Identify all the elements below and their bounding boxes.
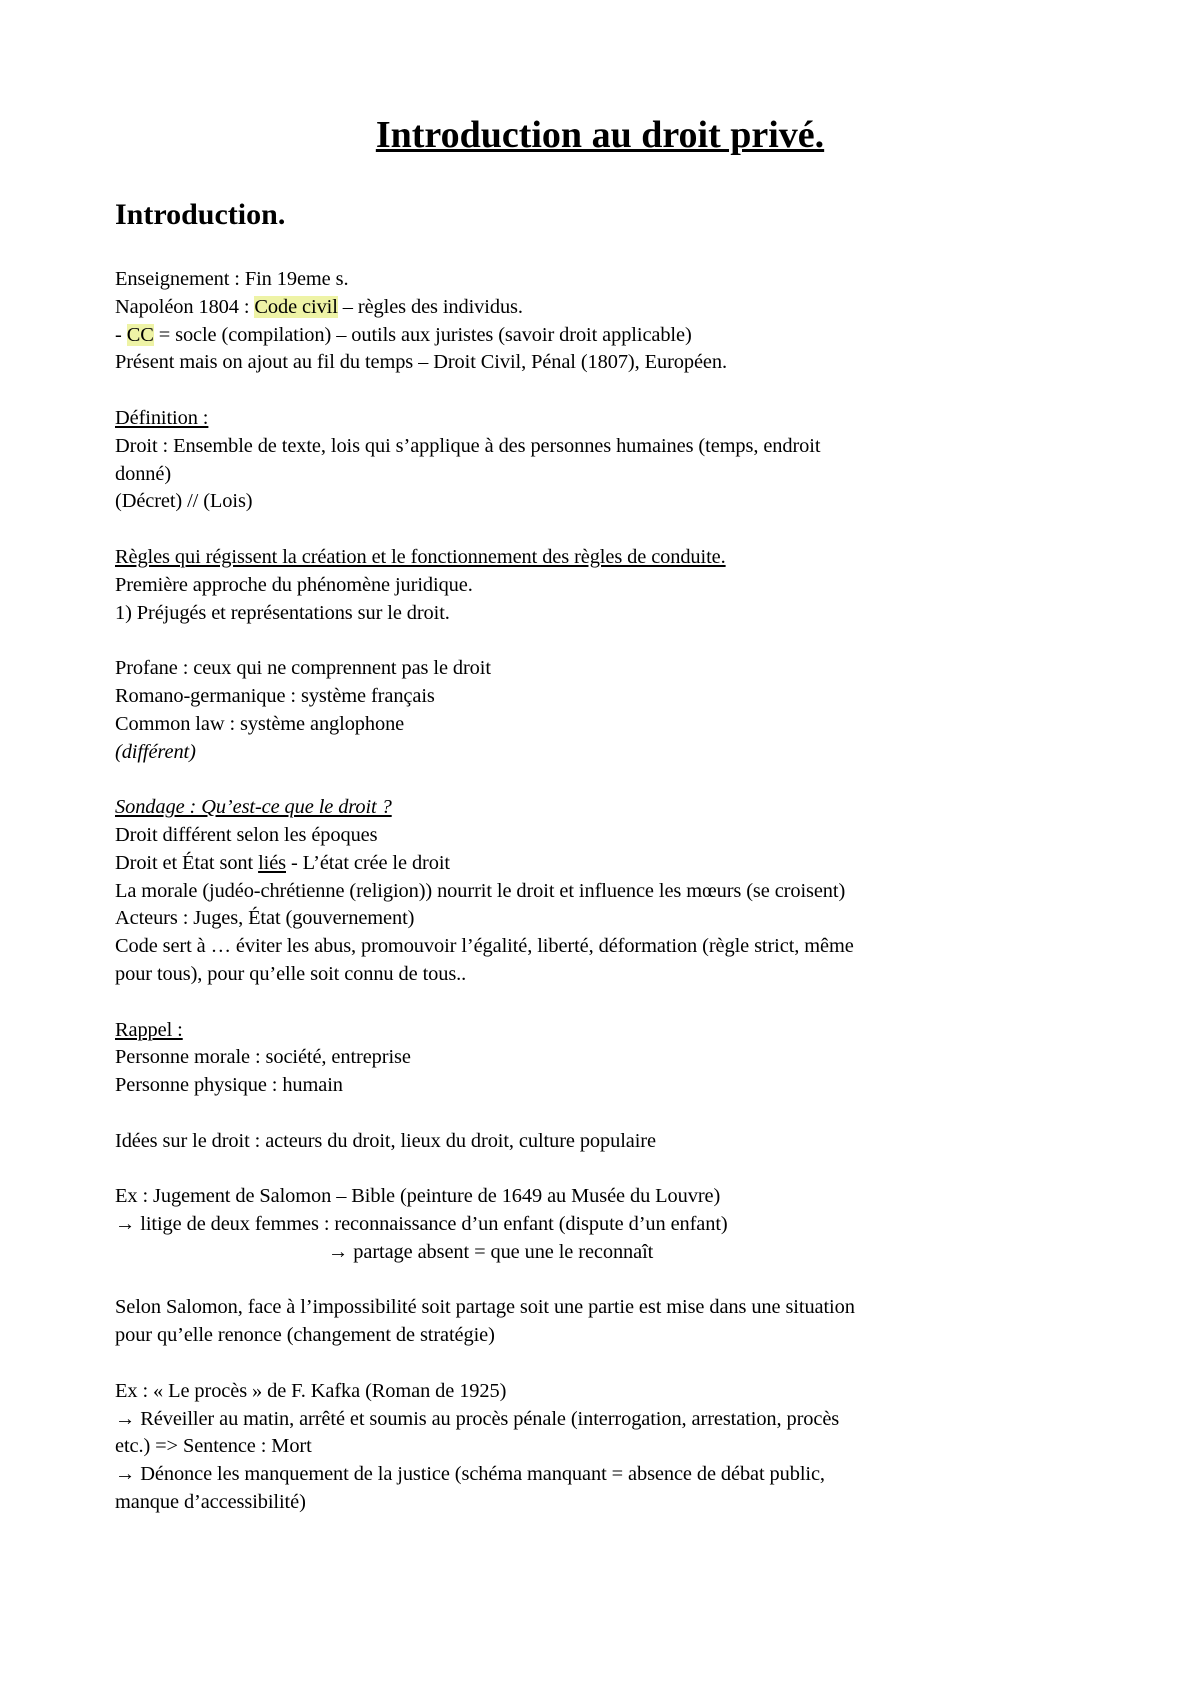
text-line: Selon Salomon, face à l’impossibilité soit partage soit une partie est mise dans une situation (115, 1296, 855, 1319)
rappel-heading: Rappel : (115, 1018, 183, 1041)
highlighted-term: CC (126, 323, 154, 346)
text-line: (Décret) // (Lois) (115, 490, 253, 513)
text-line: Ex : « Le procès » de F. Kafka (Roman de 1925) (115, 1379, 507, 1402)
text-line: Romano-germanique : système français (115, 684, 435, 707)
text-line: manque d’accessibilité) (115, 1491, 306, 1514)
underlined-term: liés (258, 851, 286, 874)
text-fragment: - (115, 323, 127, 346)
sondage-heading: Sondage : Qu’est-ce que le droit ? (115, 796, 392, 819)
text-line: → Dénonce les manquement de la justice (schéma manquant = absence de débat public, (115, 1463, 825, 1486)
text-line: Enseignement : Fin 19eme s. (115, 268, 349, 290)
text-line: Droit différent selon les époques (115, 823, 378, 846)
text-fragment: Droit et État sont (115, 851, 259, 874)
text-line: Common law : système anglophone (115, 712, 405, 735)
text-line: Personne physique : humain (115, 1074, 343, 1097)
text-line: pour tous), pour qu’elle soit connu de tous.. (115, 962, 467, 985)
text-line: → Réveiller au matin, arrêté et soumis au procès pénale (interrogation, arrestation, procès (115, 1407, 840, 1430)
highlighted-term: Code civil (254, 295, 338, 318)
text-line: Code sert à … éviter les abus, promouvoir l’égalité, liberté, déformation (règle strict, même (115, 935, 854, 958)
text-line: La morale (judéo-chrétienne (religion)) nourrit le droit et influence les mœurs (se croisent) (115, 879, 846, 902)
text-line: donné) (115, 462, 172, 485)
text-line: Acteurs : Juges, État (gouvernement) (115, 907, 415, 930)
text-line: Idées sur le droit : acteurs du droit, lieux du droit, culture populaire (115, 1129, 656, 1152)
definition-heading: Définition : (115, 406, 209, 429)
text-line (115, 322, 1075, 350)
document-title: Introduction au droit privé. (375, 114, 825, 156)
text-line: Présent mais on ajout au fil du temps – Droit Civil, Pénal (1807), Européen. (115, 351, 727, 374)
document-body (115, 266, 1075, 1517)
text-line: → partage absent = que une le reconnaît (328, 1240, 654, 1263)
text-line: → litige de deux femmes : reconnaissance d’un enfant (dispute d’un enfant) (115, 1213, 728, 1236)
text-line: Profane : ceux qui ne comprennent pas le droit (115, 657, 491, 680)
text-line (115, 294, 1075, 322)
text-fragment: Napoléon 1804 : (115, 295, 255, 318)
text-line: (différent) (115, 740, 196, 763)
regles-heading: Règles qui régissent la création et le fonctionnement des règles de conduite. (115, 545, 726, 568)
text-line: 1) Préjugés et représentations sur le droit. (115, 601, 450, 624)
text-line: pour qu’elle renonce (changement de stratégie) (115, 1324, 495, 1347)
text-line: Ex : Jugement de Salomon – Bible (peinture de 1649 au Musée du Louvre) (115, 1185, 721, 1208)
text-line: etc.) => Sentence : Mort (115, 1435, 312, 1458)
text-fragment: = socle (compilation) – outils aux juristes (savoir droit applicable) (153, 323, 692, 346)
text-line: Première approche du phénomène juridique. (115, 573, 473, 596)
section-title: Introduction. (115, 198, 286, 231)
text-fragment: - L’état crée le droit (286, 851, 450, 874)
text-line: Personne morale : société, entreprise (115, 1046, 411, 1069)
text-line: Droit : Ensemble de texte, lois qui s’applique à des personnes humaines (temps, endroit (115, 434, 821, 457)
text-fragment: – règles des individus. (337, 295, 523, 318)
text-line (115, 850, 1075, 878)
